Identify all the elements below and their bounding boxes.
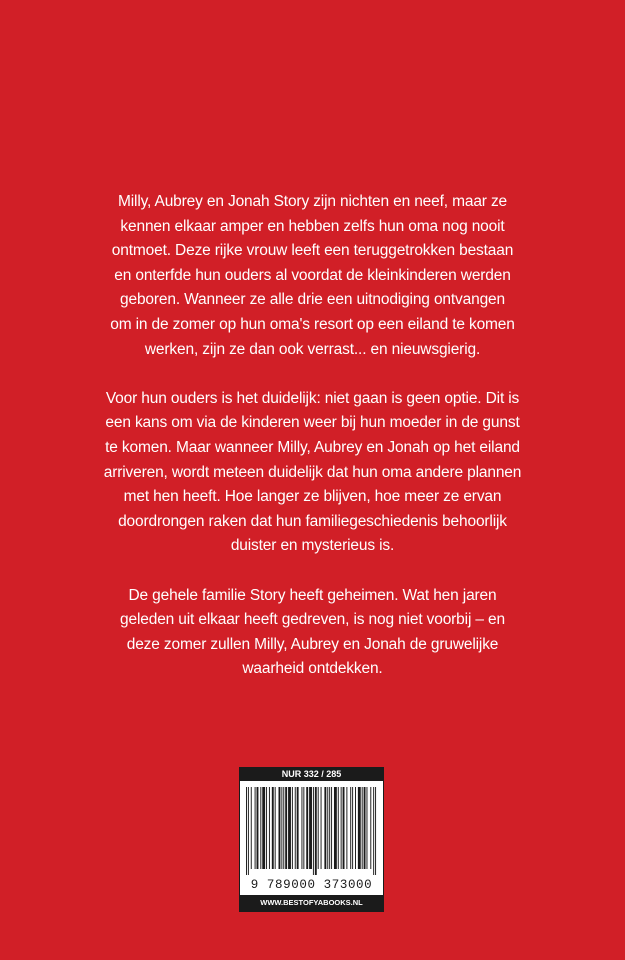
barcode-bar [364, 787, 366, 869]
blurb-line: geleden uit elkaar heeft gedreven, is nog niet voorbij – en [120, 611, 505, 629]
blurb-line: geboren. Wanneer ze alle drie een uitnodiging ontvangen [120, 291, 505, 309]
blurb-line: Milly, Aubrey en Jonah Story zijn nichten en neef, maar ze [117, 193, 508, 210]
barcode-bar [285, 787, 287, 869]
barcode-bar [358, 787, 361, 869]
barcode-bar [318, 787, 319, 869]
barcode-box [240, 768, 383, 911]
blurb-line: waarheid ontdekken. [242, 660, 383, 678]
blurb-line: met hen heeft. Hoe langer ze blijven, hoe meer ze ervan [123, 488, 502, 506]
barcode-bar [366, 787, 367, 869]
barcode-bar [343, 787, 345, 869]
barcode-bar [275, 787, 276, 869]
barcode-bar [266, 787, 267, 869]
barcode-bar [269, 787, 270, 869]
barcode-bar [324, 787, 326, 869]
barcode-bar [309, 787, 312, 869]
barcode-bar [246, 787, 247, 875]
blurb-line: De gehele familie Story heeft geheimen. Wat hen jaren [128, 586, 497, 604]
nur-code: NUR 332 / 285 [240, 768, 383, 781]
barcode-bar [313, 787, 314, 875]
barcode-bar [346, 787, 347, 869]
blurb-line: werken, zijn ze dan ook verrast... en nieuwsgierig. [144, 340, 481, 358]
blurb-line: te komen. Maar wanneer Milly, Aubrey en Jonah op het eiland [105, 438, 520, 456]
barcode-bar [375, 787, 376, 875]
barcode-bar [283, 787, 284, 869]
barcode-bar [260, 787, 261, 869]
barcode-bar [262, 787, 265, 869]
barcode-bar [370, 787, 371, 869]
barcode-bar [279, 787, 281, 869]
blurb-line: duister en mysterieus is. [230, 537, 395, 555]
blurb-line: doordrongen raken dat hun familiegeschiedenis behoorlijk [118, 512, 507, 530]
blurb-line: Voor hun ouders is het duidelijk: niet gaan is geen optie. Dit is [105, 389, 520, 407]
barcode-bar [352, 787, 353, 869]
blurb-line: een kans om via de kinderen weer bij hun moeder in de gunst [105, 414, 520, 432]
barcode-bar [255, 787, 256, 869]
barcode-bar [303, 787, 304, 869]
barcode-bar [329, 787, 330, 869]
blurb-paragraph-3 [95, 584, 530, 682]
blurb-paragraph-1 [95, 190, 530, 362]
barcode-bar [338, 787, 339, 869]
blurb-line: om in de zomer op hun oma's resort op een eiland te komen [110, 315, 515, 333]
barcode-bar [295, 787, 296, 869]
barcode-bar [288, 787, 291, 869]
barcode-icon [246, 787, 377, 875]
barcode-bar [373, 787, 374, 875]
barcode-bar [331, 787, 332, 869]
barcode-bar [306, 787, 308, 869]
website-url: WWW.BESTOFYABOOKS.NL [240, 895, 383, 911]
barcode-bar [292, 787, 293, 869]
barcode-bar [321, 787, 322, 869]
barcode-bar [301, 787, 302, 869]
barcode-bar [297, 787, 299, 869]
barcode-bar [327, 787, 328, 869]
barcode-bar [341, 787, 342, 869]
barcode-bar [350, 787, 351, 869]
barcode-bar [251, 787, 252, 869]
blurb-line: deze zomer zullen Milly, Aubrey en Jonah de gruwelijke [126, 635, 499, 653]
barcode-bar [281, 787, 282, 869]
barcode-bar [257, 787, 259, 869]
barcode-bar [272, 787, 274, 869]
blurb-paragraph-2 [95, 387, 530, 559]
blurb-line: en onterfde hun ouders al voordat de kleinkinderen werden [114, 266, 511, 284]
blurb-text [95, 190, 530, 706]
barcode-bar [355, 787, 356, 869]
blurb-line: arriveren, wordt meteen duidelijk dat hun oma andere plannen [103, 463, 522, 481]
barcode-bar [362, 787, 363, 869]
barcode-bar [248, 787, 249, 875]
barcode-bar [334, 787, 337, 869]
blurb-line: kennen elkaar amper en hebben zelfs hun oma nog nooit [120, 217, 505, 235]
isbn-number: 9 789000 373000 [250, 878, 373, 892]
barcode-bar [315, 787, 317, 875]
blurb-line: ontmoet. Deze rijke vrouw leeft een teruggetrokken bestaan [111, 242, 514, 260]
